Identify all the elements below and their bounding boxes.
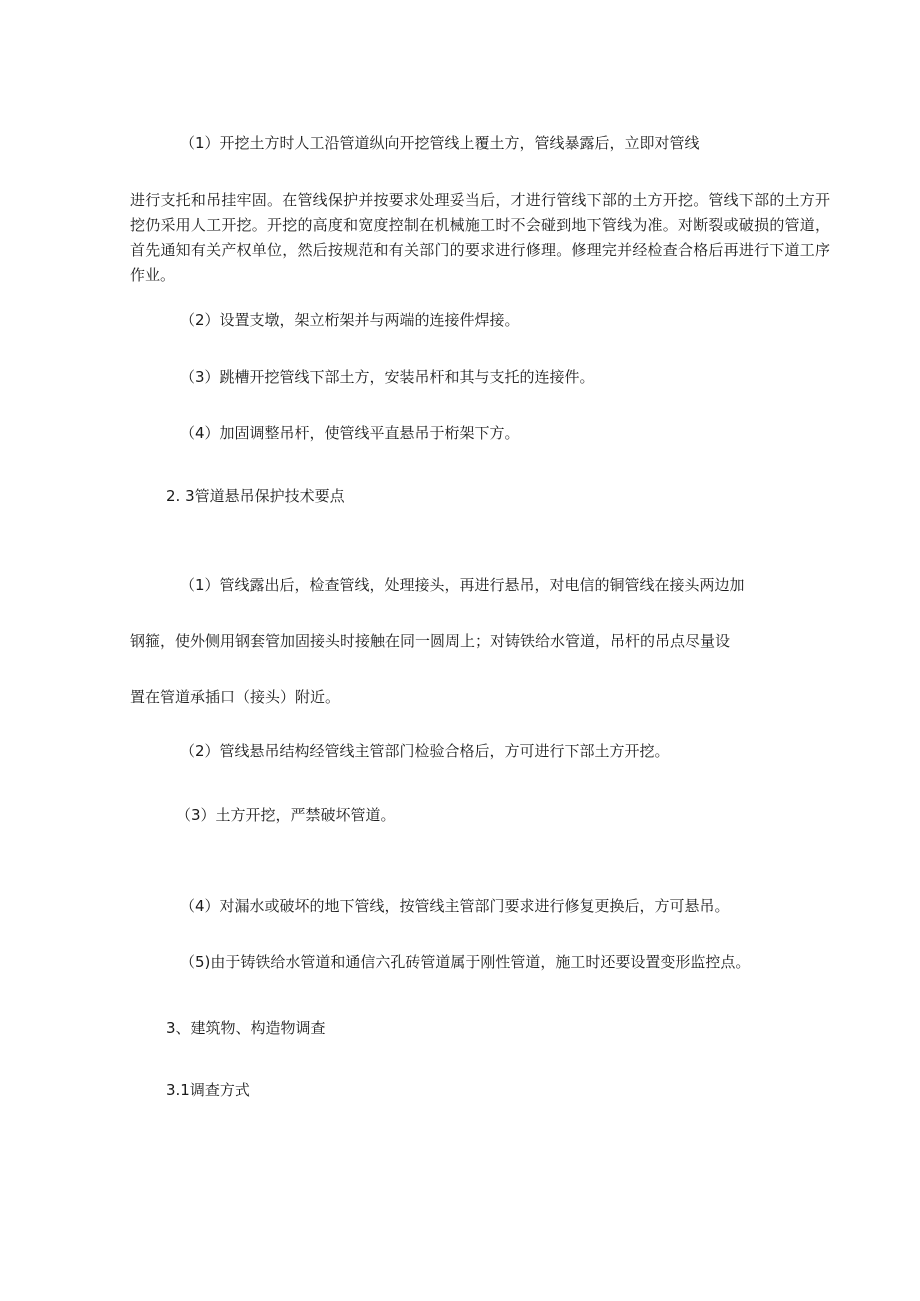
paragraph-2-3-item5: （5)由于铸铁给水管道和通信六孔砖管道属于刚性管道，施工时还要设置变形监控点。 (180, 953, 751, 971)
paragraph-2-3-item1-line3: 置在管道承插口（接头）附近。 (130, 688, 341, 706)
paragraph-2-2-item3: （3）跳槽开挖管线下部土方，安装吊杆和其与支托的连接件。 (180, 368, 595, 386)
paragraph-2-2-item2: （2）设置支墩，架立桁架并与两端的连接件焊接。 (180, 311, 520, 329)
paragraph-2-2-item1-first-line: （1）开挖土方时人工沿管道纵向开挖管线上覆土方，管线暴露后，立即对管线 (180, 134, 700, 152)
subsection-heading-3-1: 3.1调查方式 (166, 1081, 250, 1099)
paragraph-2-2-item4: （4）加固调整吊杆，使管线平直悬吊于桁架下方。 (180, 424, 520, 442)
paragraph-2-2-item1-body: 进行支托和吊挂牢固。在管线保护并按要求处理妥当后，才进行管线下部的土方开挖。管线下部的土方开挖仍采用人工开挖。开挖的高度和宽度控制在机械施工时不会碰到地下管线为准。对断裂或破损的管道，首先通知有关产权单位，然后按规范和有关部门的要求进行修理。修理完并经检查合格后再进行下道工序作业。 (130, 191, 830, 284)
section-heading-2-3: 2. 3管道悬吊保护技术要点 (166, 487, 345, 505)
paragraph-2-3-item1-line2: 钢箍，使外侧用钢套管加固接头时接触在同一圆周上；对铸铁给水管道，吊杆的吊点尽量设 (130, 632, 731, 650)
paragraph-2-3-item4: （4）对漏水或破坏的地下管线，按管线主管部门要求进行修复更换后，方可悬吊。 (180, 897, 730, 915)
paragraph-2-3-item1-line1: （1）管线露出后，检查管线，处理接头，再进行悬吊，对电信的铜管线在接头两边加 (180, 576, 745, 594)
paragraph-2-3-item2: （2）管线悬吊结构经管线主管部门检验合格后，方可进行下部土方开挖。 (180, 742, 670, 760)
section-heading-3: 3、建筑物、构造物调查 (166, 1019, 326, 1037)
paragraph-2-3-item3: （3）土方开挖，严禁破坏管道。 (176, 806, 396, 824)
